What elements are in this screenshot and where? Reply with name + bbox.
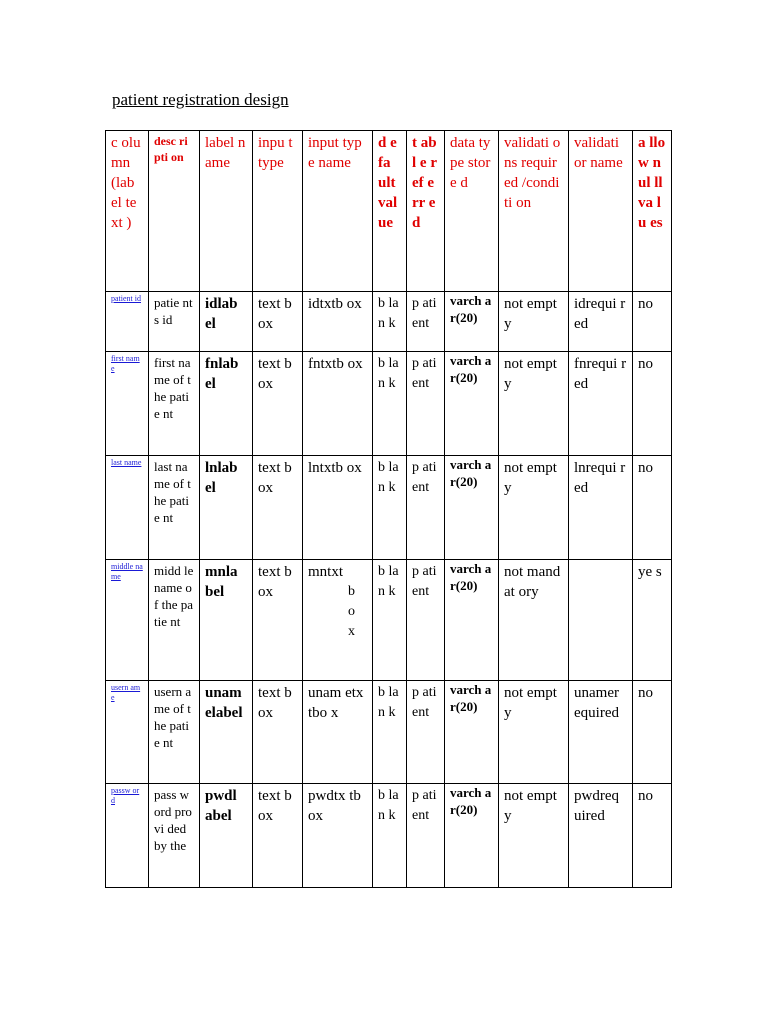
- input-type-cell: text box: [253, 456, 303, 560]
- header-table-referred: t abl e ref err ed: [407, 131, 445, 292]
- header-allow-null: a llo w nul ll va lu es: [633, 131, 672, 292]
- data-type-cell: varch ar(20): [445, 681, 499, 784]
- input-type-name-cell: idtxtb ox: [303, 292, 373, 352]
- validations-cell: not empty: [499, 784, 569, 888]
- column-link[interactable]: middle name: [106, 560, 149, 681]
- validator-name-cell: pwdreq uired: [569, 784, 633, 888]
- header-description: desc ripti on: [149, 131, 200, 292]
- table-row: [106, 352, 672, 456]
- column-link[interactable]: patient id: [106, 292, 149, 352]
- header-label-name: label name: [200, 131, 253, 292]
- default-value-cell: b lan k: [373, 292, 407, 352]
- allow-null-cell: no: [633, 292, 672, 352]
- label-name-cell: pwdl abel: [200, 784, 253, 888]
- input-type-cell: text box: [253, 681, 303, 784]
- data-type-cell: varch ar(20): [445, 352, 499, 456]
- label-name-cell: mnla bel: [200, 560, 253, 681]
- validator-name-cell: [569, 560, 633, 681]
- input-type-name-text: mntxt: [308, 564, 344, 580]
- header-validations: validati ons required /conditi on: [499, 131, 569, 292]
- data-type-cell: varch ar(20): [445, 784, 499, 888]
- default-value-cell: b lan k: [373, 560, 407, 681]
- data-type-cell: varch ar(20): [445, 292, 499, 352]
- description-cell: usern ame of the patie nt: [149, 681, 200, 784]
- validator-name-cell: unamer equired: [569, 681, 633, 784]
- header-validator-name: validati or name: [569, 131, 633, 292]
- table-referred-cell: p ati ent: [407, 681, 445, 784]
- input-type-cell: text box: [253, 560, 303, 681]
- input-type-name-cell: [303, 560, 373, 681]
- column-link[interactable]: usern ame: [106, 681, 149, 784]
- validator-name-cell: lnrequi red: [569, 456, 633, 560]
- default-value-cell: b lan k: [373, 456, 407, 560]
- header-input-type-name: input type name: [303, 131, 373, 292]
- label-name-cell: lnlab el: [200, 456, 253, 560]
- header-row: [106, 131, 672, 292]
- label-name-cell: fnlab el: [200, 352, 253, 456]
- allow-null-cell: no: [633, 456, 672, 560]
- description-cell: midd le name of the patie nt: [149, 560, 200, 681]
- input-type-name-cell: pwdtx tbox: [303, 784, 373, 888]
- input-type-cell: text box: [253, 784, 303, 888]
- validations-cell: not empty: [499, 292, 569, 352]
- allow-null-cell: no: [633, 681, 672, 784]
- description-cell: last name of the patie nt: [149, 456, 200, 560]
- label-name-cell: unam elabel: [200, 681, 253, 784]
- input-type-name-cell: lntxtb ox: [303, 456, 373, 560]
- table-row: [106, 560, 672, 681]
- input-type-name-tail: b o x: [348, 584, 355, 639]
- input-type-cell: text box: [253, 292, 303, 352]
- input-type-name-cell: unam etxtbo x: [303, 681, 373, 784]
- default-value-cell: b lan k: [373, 352, 407, 456]
- table-referred-cell: p ati ent: [407, 560, 445, 681]
- table-referred-cell: p ati ent: [407, 292, 445, 352]
- header-input-type: inpu t type: [253, 131, 303, 292]
- description-cell: pass word provi ded by the: [149, 784, 200, 888]
- table-row: [106, 292, 672, 352]
- default-value-cell: b lan k: [373, 681, 407, 784]
- description-cell: first name of the patie nt: [149, 352, 200, 456]
- table-row: [106, 456, 672, 560]
- registration-table: [105, 130, 672, 888]
- validator-name-cell: fnrequi red: [569, 352, 633, 456]
- label-name-cell: idlab el: [200, 292, 253, 352]
- description-cell: patie nts id: [149, 292, 200, 352]
- column-link[interactable]: last name: [106, 456, 149, 560]
- validations-cell: not empty: [499, 456, 569, 560]
- table-row: [106, 784, 672, 888]
- default-value-cell: b lan k: [373, 784, 407, 888]
- table-referred-cell: p ati ent: [407, 352, 445, 456]
- column-link[interactable]: first name: [106, 352, 149, 456]
- validations-cell: not empty: [499, 352, 569, 456]
- allow-null-cell: ye s: [633, 560, 672, 681]
- table-row: [106, 681, 672, 784]
- header-data-type: data type store d: [445, 131, 499, 292]
- allow-null-cell: no: [633, 784, 672, 888]
- validations-cell: not mandat ory: [499, 560, 569, 681]
- header-column: c olu mn (lab el text ): [106, 131, 149, 292]
- table-referred-cell: p ati ent: [407, 784, 445, 888]
- input-type-cell: text box: [253, 352, 303, 456]
- validator-name-cell: idrequi red: [569, 292, 633, 352]
- column-link[interactable]: passw ord: [106, 784, 149, 888]
- page-title: patient registration design: [112, 90, 289, 109]
- table-referred-cell: p ati ent: [407, 456, 445, 560]
- data-type-cell: varch ar(20): [445, 456, 499, 560]
- validations-cell: not empty: [499, 681, 569, 784]
- allow-null-cell: no: [633, 352, 672, 456]
- input-type-name-cell: fntxtb ox: [303, 352, 373, 456]
- data-type-cell: varch ar(20): [445, 560, 499, 681]
- header-default-value: d efa ult val ue: [373, 131, 407, 292]
